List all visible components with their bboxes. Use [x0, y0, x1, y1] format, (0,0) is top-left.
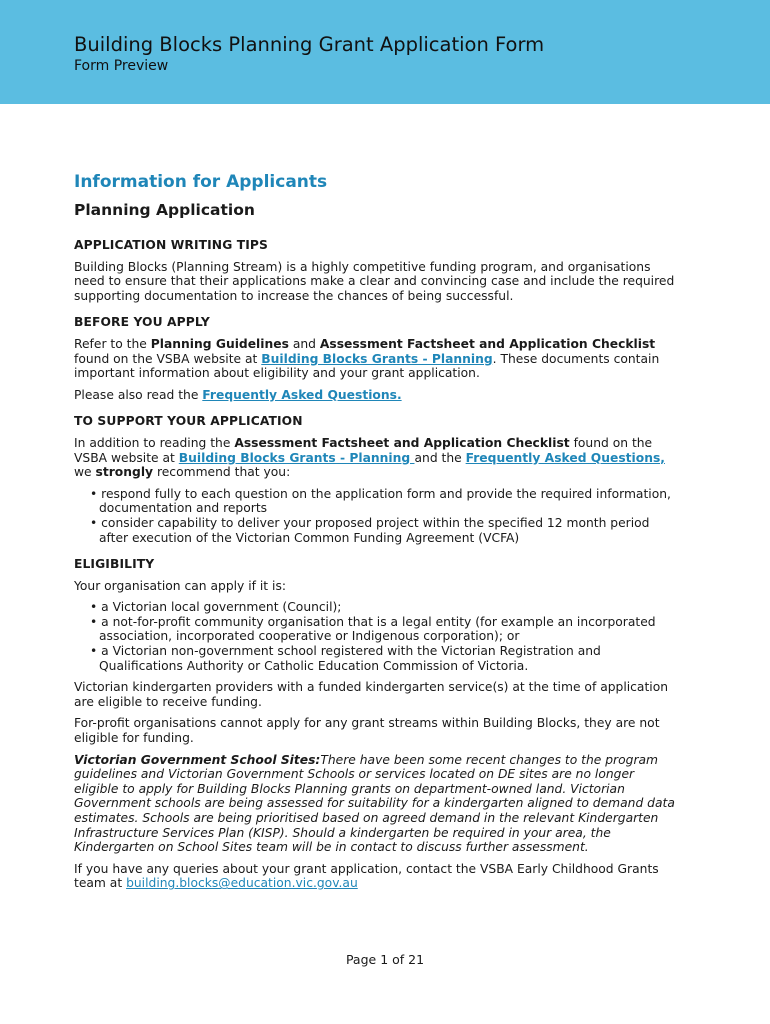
section-title-tips: APPLICATION WRITING TIPS — [74, 238, 268, 252]
form-subtitle: Form Preview — [74, 58, 169, 74]
list-item: • consider capability to deliver your proposed project within the specified 12 month period after execution of the Victorian Common Funding Agreement (VCFA) — [74, 516, 678, 545]
school-sites-label: Victorian Government School Sites: — [74, 752, 321, 767]
text-span: There have been some recent changes to the program guidelines and Victorian Government Schools or services located on DE sites are no longer eligible to apply for Building Blocks Planning grants on department-owned land. Victorian Government schools are being assessed for suitability for a kindergarten aligned to demand data estimates. Schools are being prioritised based on agreed demand in the relevant Kindergarten Infrastructure Services Plan (KISP). Should a kindergarten be required in your area, the Kindergarten on School Sites team will be in contact to discuss further assessment. — [74, 752, 675, 855]
kindergarten-paragraph: Victorian kindergarten providers with a funded kindergarten service(s) at the time of application are eligible to receive funding. — [74, 680, 669, 709]
faq-link[interactable]: Frequently Asked Questions. — [202, 387, 402, 402]
text-span: found on the VSBA website at — [74, 435, 653, 465]
eligibility-list — [74, 600, 678, 673]
text-span: found on the VSBA website at — [74, 351, 262, 366]
building-blocks-grants-link[interactable]: Building Blocks Grants - Planning — [178, 450, 415, 465]
before-paragraph — [74, 337, 678, 381]
building-blocks-grants-link[interactable]: Building Blocks Grants - Planning — [261, 351, 493, 366]
planning-guidelines-text: Planning Guidelines — [150, 336, 289, 351]
text-span: Please also read the — [74, 387, 203, 402]
assessment-factsheet-text: Assessment Factsheet and Application Checklist — [234, 435, 570, 450]
support-list — [74, 487, 678, 545]
list-item: • a Victorian local government (Council); — [74, 600, 678, 615]
page-heading: Information for Applicants — [74, 172, 328, 192]
page-subheading: Planning Application — [74, 201, 255, 219]
strongly-text: strongly — [95, 465, 154, 480]
assessment-factsheet-text: Assessment Factsheet and Application Checklist — [319, 336, 656, 351]
text-span: Refer to the — [74, 336, 151, 351]
text-span: In addition to reading the — [74, 435, 235, 450]
text-span: . These documents contain important information about eligibility and your grant application. — [74, 351, 660, 381]
school-sites-paragraph — [74, 753, 678, 855]
header-banner — [0, 0, 770, 104]
section-title-before: BEFORE YOU APPLY — [74, 315, 210, 330]
text-span: recommend that you: — [153, 465, 291, 480]
text-span: If you have any queries about your grant application, contact the VSBA Early Childhood Grants team at — [74, 861, 659, 891]
for-profit-paragraph: For-profit organisations cannot apply for any grant streams within Building Blocks, they are not eligible for funding. — [74, 716, 660, 746]
contact-email-link[interactable]: building.blocks@education.vic.gov.au — [126, 876, 358, 891]
list-item: • a not-for-profit community organisation that is a legal entity (for example an incorporated association, incorporated cooperative or Indigenous corporation); or — [74, 615, 678, 644]
faq-paragraph — [74, 388, 678, 403]
text-span: we — [74, 465, 96, 480]
tips-paragraph: Building Blocks (Planning Stream) is a highly competitive funding program, and organisations need to ensure that their applications make a clear and convincing case and include the required supporting documentation to increase the chances of being successful. — [74, 259, 675, 303]
faq-link[interactable]: Frequently Asked Questions, — [465, 450, 665, 465]
contact-paragraph — [74, 862, 678, 891]
text-span: and — [288, 336, 320, 351]
form-title: Building Blocks Planning Grant Application Form — [74, 33, 545, 56]
page-number: Page 1 of 21 — [345, 952, 425, 967]
section-title-support: TO SUPPORT YOUR APPLICATION — [74, 414, 303, 429]
text-span: and the — [414, 450, 466, 465]
document-content — [74, 170, 678, 891]
eligibility-intro: Your organisation can apply if it is: — [74, 578, 286, 593]
list-item: • respond fully to each question on the application form and provide the required information, documentation and reports — [74, 487, 678, 516]
list-item: • a Victorian non-government school registered with the Victorian Registration and Qualifications Authority or Catholic Education Commission of Victoria. — [74, 644, 678, 673]
support-paragraph — [74, 436, 678, 480]
section-title-eligibility: ELIGIBILITY — [74, 557, 155, 572]
